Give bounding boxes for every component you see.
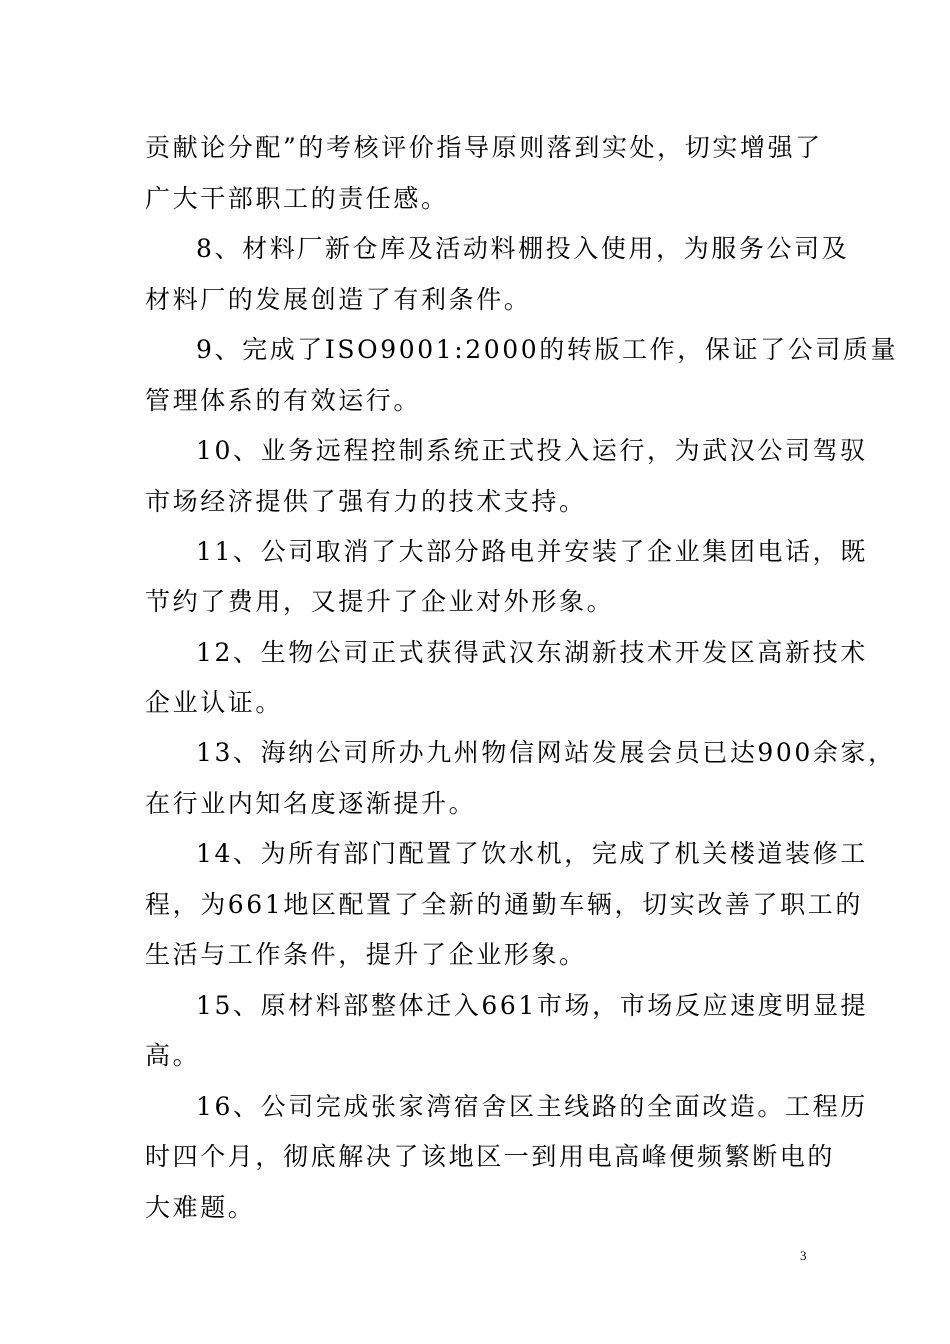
list-item-14-start: 14、为所有部门配置了饮水机，完成了机关楼道装修工 (196, 839, 868, 868)
list-item-15-start: 15、原材料部整体迁入661市场，市场反应速度明显提 (196, 991, 869, 1020)
list-item-11-start: 11、公司取消了大部分路电并安装了企业集团电话，既 (196, 537, 868, 566)
text-line: 生活与工作条件，提升了企业形象。 (145, 940, 587, 969)
text-line: 材料厂的发展创造了有利条件。 (145, 285, 532, 314)
text-line: 广大干部职工的责任感。 (145, 184, 449, 213)
text-line: 时四个月，彻底解决了该地区一到用电高峰便频繁断电的 (145, 1142, 836, 1171)
text-line: 管理体系的有效运行。 (145, 386, 422, 415)
text-line: 企业认证。 (145, 688, 284, 717)
text-line: 贡献论分配”的考核评价指导原则落到实处，切实增强了 (145, 133, 823, 162)
list-item-12-start: 12、生物公司正式获得武汉东湖新技术开发区高新技术 (196, 638, 868, 667)
text-line: 市场经济提供了强有力的技术支持。 (145, 487, 587, 516)
text-line: 在行业内知名度逐渐提升。 (145, 789, 477, 818)
list-item-8-start: 8、材料厂新仓库及活动料棚投入使用，为服务公司及 (196, 234, 850, 263)
page-number: 3 (800, 1248, 807, 1263)
list-item-10-start: 10、业务远程控制系统正式投入运行，为武汉公司驾驭 (196, 436, 868, 465)
text-line: 程，为661地区配置了全新的通勤车辆，切实改善了职工的 (145, 890, 863, 919)
text-line: 大难题。 (145, 1193, 256, 1222)
text-line: 节约了费用，又提升了企业对外形象。 (145, 587, 615, 616)
list-item-16-start: 16、公司完成张家湾宿舍区主线路的全面改造。工程历 (196, 1092, 868, 1121)
text-line: 高。 (145, 1041, 201, 1070)
list-item-13-start: 13、海纳公司所办九州物信网站发展会员已达900余家， (196, 738, 896, 767)
list-item-9-start: 9、完成了ISO9001:2000的转版工作，保证了公司质量 (196, 335, 899, 364)
